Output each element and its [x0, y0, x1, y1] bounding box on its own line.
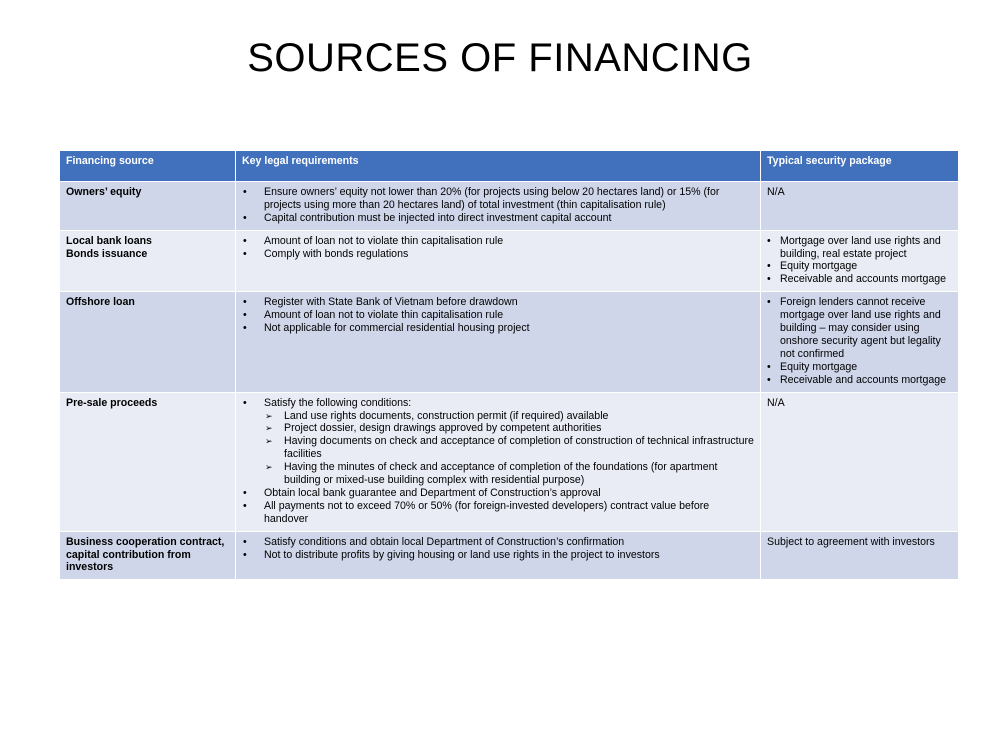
requirement-item: • Satisfy conditions and obtain local Department of Construction’s confirmation [242, 536, 754, 549]
sub-requirement-item: ➢ Having the minutes of check and acceptance of completion of the foundations (for apartment building or mixed-use building complex with residential purpose) [264, 461, 754, 487]
financing-source-label: Owners’ equity [66, 185, 142, 198]
table-header-row [60, 151, 959, 182]
financing-source-cell [60, 230, 236, 292]
security-text: Subject to agreement with investors [767, 535, 935, 548]
table-row [60, 181, 959, 230]
security-text: N/A [767, 396, 785, 409]
financing-source-label: Pre-sale proceeds [66, 396, 158, 409]
security-cell [761, 292, 959, 392]
security-item: • Equity mortgage [767, 260, 952, 273]
security-item: • Mortgage over land use rights and building, real estate project [767, 235, 952, 261]
financing-source-label: Bonds issuance [66, 247, 148, 260]
requirements-cell [236, 292, 761, 392]
sub-requirement-item: ➢ Having documents on check and acceptance of completion of construction of technical infrastructure facilities [264, 435, 754, 461]
security-cell [761, 230, 959, 292]
security-cell [761, 392, 959, 531]
header-key-legal-requirements: Key legal requirements [236, 151, 761, 182]
security-item: • Receivable and accounts mortgage [767, 273, 952, 286]
table-row [60, 230, 959, 292]
requirement-item: • All payments not to exceed 70% or 50% (for foreign-invested developers) contract value before handover [242, 500, 754, 526]
header-financing-source: Financing source [60, 151, 236, 182]
requirement-item-text: Satisfy the following conditions: [264, 396, 412, 409]
security-item: • Equity mortgage [767, 361, 952, 374]
requirement-item: • Comply with bonds regulations [242, 248, 754, 261]
requirement-item: • Not applicable for commercial residential housing project [242, 322, 754, 335]
financing-source-label: Local bank loans [66, 234, 152, 247]
sub-requirement-item: ➢ Land use rights documents, construction permit (if required) available [264, 410, 754, 423]
financing-source-cell [60, 292, 236, 392]
slide-title: SOURCES OF FINANCING [247, 36, 753, 80]
sub-requirement-item: ➢ Project dossier, design drawings approved by competent authorities [264, 422, 754, 435]
requirement-item: • Amount of loan not to violate thin capitalisation rule [242, 309, 754, 322]
requirement-item: • Not to distribute profits by giving housing or land use rights in the project to investors [242, 549, 754, 562]
requirements-cell [236, 181, 761, 230]
requirements-cell [236, 392, 761, 531]
header-typical-security-package: Typical security package [761, 151, 959, 182]
requirement-item: • Capital contribution must be injected into direct investment capital account [242, 212, 754, 225]
security-item: • Foreign lenders cannot receive mortgage over land use rights and building – may consider using onshore security agent but legality not confirmed [767, 296, 952, 361]
security-item: • Receivable and accounts mortgage [767, 374, 952, 387]
security-cell [761, 181, 959, 230]
requirements-cell [236, 531, 761, 580]
financing-source-cell [60, 392, 236, 531]
requirement-item [242, 397, 754, 487]
security-cell [761, 531, 959, 580]
requirement-item: • Ensure owners’ equity not lower than 20% (for projects using below 20 hectares land) or 15% (for projects using more than 20 hectares land) of total investment (thin capitalisation rule) [242, 186, 754, 212]
requirement-item: • Amount of loan not to violate thin capitalisation rule [242, 235, 754, 248]
financing-source-label: Business cooperation contract, capital contribution from investors [66, 535, 225, 574]
security-text: N/A [767, 185, 785, 198]
requirements-cell [236, 230, 761, 292]
table-row [60, 531, 959, 580]
requirement-item: • Register with State Bank of Vietnam before drawdown [242, 296, 754, 309]
table-row [60, 292, 959, 392]
table-row [60, 392, 959, 531]
financing-source-cell [60, 531, 236, 580]
financing-sources-table [59, 150, 959, 580]
requirement-item: • Obtain local bank guarantee and Department of Construction’s approval [242, 487, 754, 500]
financing-source-cell [60, 181, 236, 230]
financing-source-label: Offshore loan [66, 296, 135, 309]
sub-requirement-list [264, 410, 754, 487]
